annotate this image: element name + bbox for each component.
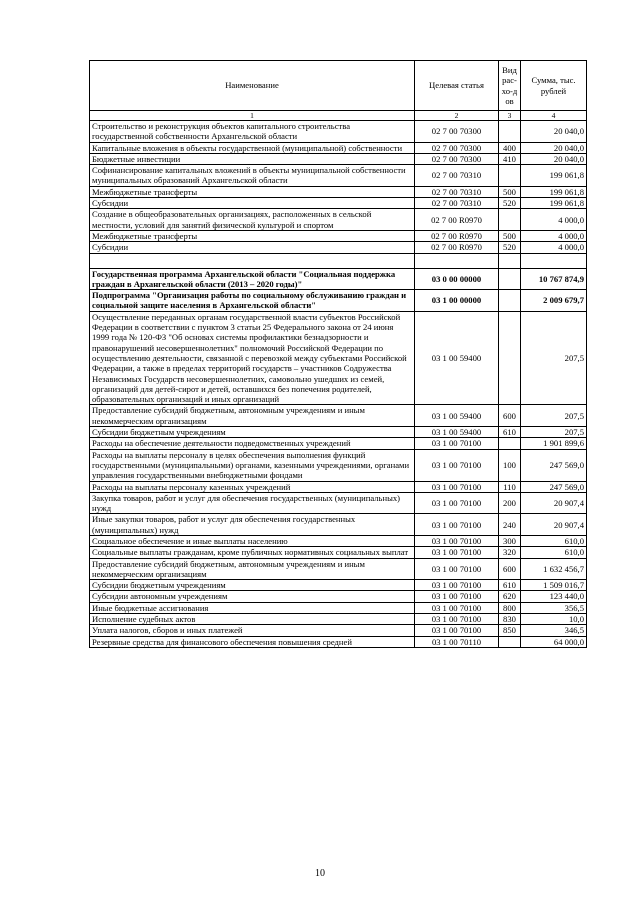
row-type-cell: 500 bbox=[499, 186, 521, 197]
row-sum-cell: 610,0 bbox=[521, 547, 587, 558]
row-type-cell: 610 bbox=[499, 580, 521, 591]
table-row bbox=[90, 625, 587, 636]
budget-table bbox=[89, 60, 587, 648]
header-sum: Сумма, тыс. рублей bbox=[521, 61, 587, 111]
table-row bbox=[90, 198, 587, 209]
table-row bbox=[90, 209, 587, 231]
row-name-cell: Резервные средства для финансового обеспечения повышения средней bbox=[90, 636, 415, 647]
row-sum-cell: 10,0 bbox=[521, 614, 587, 625]
table-row bbox=[90, 311, 587, 405]
table-row bbox=[90, 438, 587, 449]
row-code-cell: 02 7 00 R0970 bbox=[415, 209, 499, 231]
table-row bbox=[90, 186, 587, 197]
row-name-cell: Межбюджетные трансферты bbox=[90, 230, 415, 241]
row-type-cell bbox=[499, 253, 521, 268]
row-sum-cell: 356,5 bbox=[521, 602, 587, 613]
table-row bbox=[90, 614, 587, 625]
row-sum-cell: 1 509 016,7 bbox=[521, 580, 587, 591]
row-type-cell: 240 bbox=[499, 514, 521, 536]
row-name-cell: Расходы на выплаты персоналу казенных учреждений bbox=[90, 481, 415, 492]
row-sum-cell: 4 000,0 bbox=[521, 242, 587, 253]
page-number: 10 bbox=[315, 868, 325, 879]
row-name-cell: Бюджетные инвестиции bbox=[90, 153, 415, 164]
column-number: 4 bbox=[521, 111, 587, 121]
table-row bbox=[90, 591, 587, 602]
row-code-cell: 02 7 00 70310 bbox=[415, 198, 499, 209]
row-type-cell bbox=[499, 311, 521, 405]
row-type-cell bbox=[499, 290, 521, 312]
row-name-cell: Уплата налогов, сборов и иных платежей bbox=[90, 625, 415, 636]
row-sum-cell: 4 000,0 bbox=[521, 209, 587, 231]
table-row bbox=[90, 580, 587, 591]
row-type-cell: 400 bbox=[499, 142, 521, 153]
table-row bbox=[90, 121, 587, 143]
row-code-cell: 03 1 00 70100 bbox=[415, 438, 499, 449]
row-type-cell: 300 bbox=[499, 535, 521, 546]
row-code-cell: 02 7 00 70310 bbox=[415, 186, 499, 197]
table-row bbox=[90, 427, 587, 438]
row-code-cell: 03 1 00 59400 bbox=[415, 311, 499, 405]
row-name-cell: Закупка товаров, работ и услуг для обеспечения государственных (муниципальных) нужд bbox=[90, 492, 415, 514]
row-type-cell: 620 bbox=[499, 591, 521, 602]
table-row bbox=[90, 230, 587, 241]
row-sum-cell: 20 040,0 bbox=[521, 121, 587, 143]
row-code-cell: 03 1 00 70100 bbox=[415, 602, 499, 613]
row-name-cell: Расходы на выплаты персоналу в целях обеспечения выполнения функций государственными (муниципальными) органами, казенными учреждениями, органами управления государственными внебюджетными фондами bbox=[90, 449, 415, 481]
row-name-cell: Предоставление субсидий бюджетным, автономным учреждениям и иным некоммерческим организациям bbox=[90, 405, 415, 427]
row-sum-cell: 247 569,0 bbox=[521, 481, 587, 492]
row-name-cell: Социальное обеспечение и иные выплаты населению bbox=[90, 535, 415, 546]
row-type-cell: 520 bbox=[499, 198, 521, 209]
row-code-cell: 03 1 00 70100 bbox=[415, 449, 499, 481]
row-name-cell: Предоставление субсидий бюджетным, автономным учреждениям и иным некоммерческим организациям bbox=[90, 558, 415, 580]
row-code-cell: 03 1 00 70110 bbox=[415, 636, 499, 647]
row-name-cell: Субсидии бюджетным учреждениям bbox=[90, 580, 415, 591]
row-sum-cell: 207,5 bbox=[521, 427, 587, 438]
row-sum-cell: 20 040,0 bbox=[521, 142, 587, 153]
row-type-cell: 100 bbox=[499, 449, 521, 481]
row-code-cell: 02 7 00 70310 bbox=[415, 165, 499, 187]
row-sum-cell: 4 000,0 bbox=[521, 230, 587, 241]
header-name: Наименование bbox=[90, 61, 415, 111]
row-type-cell: 520 bbox=[499, 242, 521, 253]
row-sum-cell: 10 767 874,9 bbox=[521, 268, 587, 290]
row-name-cell: Субсидии бюджетным учреждениям bbox=[90, 427, 415, 438]
column-number: 1 bbox=[90, 111, 415, 121]
row-type-cell: 110 bbox=[499, 481, 521, 492]
row-sum-cell: 64 000,0 bbox=[521, 636, 587, 647]
spacer-row bbox=[90, 253, 587, 268]
table-row bbox=[90, 449, 587, 481]
row-name-cell: Субсидии bbox=[90, 198, 415, 209]
row-type-cell: 600 bbox=[499, 405, 521, 427]
table-row bbox=[90, 405, 587, 427]
header-type: Вид рас-хо-дов bbox=[499, 61, 521, 111]
table-row bbox=[90, 290, 587, 312]
row-sum-cell: 610,0 bbox=[521, 535, 587, 546]
row-code-cell: 03 1 00 00000 bbox=[415, 290, 499, 312]
row-sum-cell: 207,5 bbox=[521, 311, 587, 405]
row-code-cell: 03 1 00 70100 bbox=[415, 481, 499, 492]
row-code-cell: 03 1 00 70100 bbox=[415, 547, 499, 558]
row-sum-cell: 2 009 679,7 bbox=[521, 290, 587, 312]
row-sum-cell: 207,5 bbox=[521, 405, 587, 427]
table-header-row bbox=[90, 61, 587, 111]
table-row bbox=[90, 547, 587, 558]
row-sum-cell: 199 061,8 bbox=[521, 198, 587, 209]
row-name-cell: Социальные выплаты гражданам, кроме публичных нормативных социальных выплат bbox=[90, 547, 415, 558]
row-type-cell: 500 bbox=[499, 230, 521, 241]
row-code-cell: 02 7 00 70300 bbox=[415, 142, 499, 153]
row-name-cell: Государственная программа Архангельской области "Социальная поддержка граждан в Архангельской области (2013 – 2020 годы)" bbox=[90, 268, 415, 290]
row-code-cell: 02 7 00 70300 bbox=[415, 153, 499, 164]
row-name-cell: Создание в общеобразовательных организациях, расположенных в сельской местности, условий для занятий физической культурой и спортом bbox=[90, 209, 415, 231]
row-code-cell: 02 7 00 70300 bbox=[415, 121, 499, 143]
row-sum-cell bbox=[521, 253, 587, 268]
row-name-cell: Межбюджетные трансферты bbox=[90, 186, 415, 197]
row-code-cell: 03 0 00 00000 bbox=[415, 268, 499, 290]
row-name-cell: Осуществление переданных органам государственной власти субъектов Российской Федерации в соответствии с пунктом 3 статьи 25 Федерального закона от 24 июня 1999 года № 120-ФЗ "Об основах системы профилактики безнадзорности и правонарушений несовершеннолетних" полномочий Российской Федерации по осуществлению деятельности, связанной с перевозкой между субъектами Российской Федерации, а также в пределах территорий государств – участников Содружества Независимых Государств несовершеннолетних, самовольно ушедших из семей, организаций для детей-сирот и детей, оставшихся без попечения родителей, образовательных организаций и иных организаций bbox=[90, 311, 415, 405]
row-code-cell: 02 7 00 R0970 bbox=[415, 230, 499, 241]
row-type-cell: 600 bbox=[499, 558, 521, 580]
table-row bbox=[90, 268, 587, 290]
column-number: 2 bbox=[415, 111, 499, 121]
row-name-cell: Капитальные вложения в объекты государственной (муниципальной) собственности bbox=[90, 142, 415, 153]
table-row bbox=[90, 636, 587, 647]
row-sum-cell: 199 061,8 bbox=[521, 165, 587, 187]
row-name-cell: Софинансирование капитальных вложений в объекты муниципальной собственности муниципальных образований Архангельской области bbox=[90, 165, 415, 187]
row-type-cell: 320 bbox=[499, 547, 521, 558]
row-name-cell: Иные закупки товаров, работ и услуг для обеспечения государственных (муниципальных) нужд bbox=[90, 514, 415, 536]
row-type-cell bbox=[499, 121, 521, 143]
table-row bbox=[90, 481, 587, 492]
row-code-cell bbox=[415, 253, 499, 268]
row-sum-cell: 20 907,4 bbox=[521, 514, 587, 536]
row-sum-cell: 1 901 899,6 bbox=[521, 438, 587, 449]
row-name-cell: Расходы на обеспечение деятельности подведомственных учреждений bbox=[90, 438, 415, 449]
table-row bbox=[90, 514, 587, 536]
row-type-cell: 200 bbox=[499, 492, 521, 514]
row-type-cell: 850 bbox=[499, 625, 521, 636]
row-code-cell: 03 1 00 70100 bbox=[415, 492, 499, 514]
row-code-cell: 03 1 00 70100 bbox=[415, 580, 499, 591]
row-name-cell: Иные бюджетные ассигнования bbox=[90, 602, 415, 613]
row-type-cell: 410 bbox=[499, 153, 521, 164]
row-name-cell: Субсидии автономным учреждениям bbox=[90, 591, 415, 602]
row-type-cell: 830 bbox=[499, 614, 521, 625]
column-number: 3 bbox=[499, 111, 521, 121]
row-type-cell: 610 bbox=[499, 427, 521, 438]
row-code-cell: 02 7 00 R0970 bbox=[415, 242, 499, 253]
row-name-cell: Подпрограмма "Организация работы по социальному обслуживанию граждан и социальной защите населения в Архангельской области" bbox=[90, 290, 415, 312]
table-row bbox=[90, 242, 587, 253]
row-name-cell: Субсидии bbox=[90, 242, 415, 253]
row-name-cell: Исполнение судебных актов bbox=[90, 614, 415, 625]
row-sum-cell: 20 040,0 bbox=[521, 153, 587, 164]
row-sum-cell: 346,5 bbox=[521, 625, 587, 636]
row-sum-cell: 199 061,8 bbox=[521, 186, 587, 197]
row-code-cell: 03 1 00 70100 bbox=[415, 591, 499, 602]
row-type-cell bbox=[499, 438, 521, 449]
column-number-row bbox=[90, 111, 587, 121]
row-code-cell: 03 1 00 70100 bbox=[415, 558, 499, 580]
table-body bbox=[90, 121, 587, 648]
row-type-cell bbox=[499, 165, 521, 187]
row-code-cell: 03 1 00 70100 bbox=[415, 535, 499, 546]
row-code-cell: 03 1 00 70100 bbox=[415, 625, 499, 636]
row-code-cell: 03 1 00 70100 bbox=[415, 514, 499, 536]
table-row bbox=[90, 602, 587, 613]
row-type-cell: 800 bbox=[499, 602, 521, 613]
table-row bbox=[90, 535, 587, 546]
table-row bbox=[90, 558, 587, 580]
header-code: Целевая статья bbox=[415, 61, 499, 111]
row-sum-cell: 247 569,0 bbox=[521, 449, 587, 481]
row-code-cell: 03 1 00 59400 bbox=[415, 405, 499, 427]
row-code-cell: 03 1 00 59400 bbox=[415, 427, 499, 438]
table-row bbox=[90, 142, 587, 153]
row-sum-cell: 1 632 456,7 bbox=[521, 558, 587, 580]
table-row bbox=[90, 153, 587, 164]
table-row bbox=[90, 165, 587, 187]
row-name-cell: Строительство и реконструкция объектов капитального строительства государственной собственности Архангельской области bbox=[90, 121, 415, 143]
row-type-cell bbox=[499, 209, 521, 231]
row-type-cell bbox=[499, 636, 521, 647]
row-name-cell bbox=[90, 253, 415, 268]
row-sum-cell: 123 440,0 bbox=[521, 591, 587, 602]
row-sum-cell: 20 907,4 bbox=[521, 492, 587, 514]
table-row bbox=[90, 492, 587, 514]
row-code-cell: 03 1 00 70100 bbox=[415, 614, 499, 625]
row-type-cell bbox=[499, 268, 521, 290]
